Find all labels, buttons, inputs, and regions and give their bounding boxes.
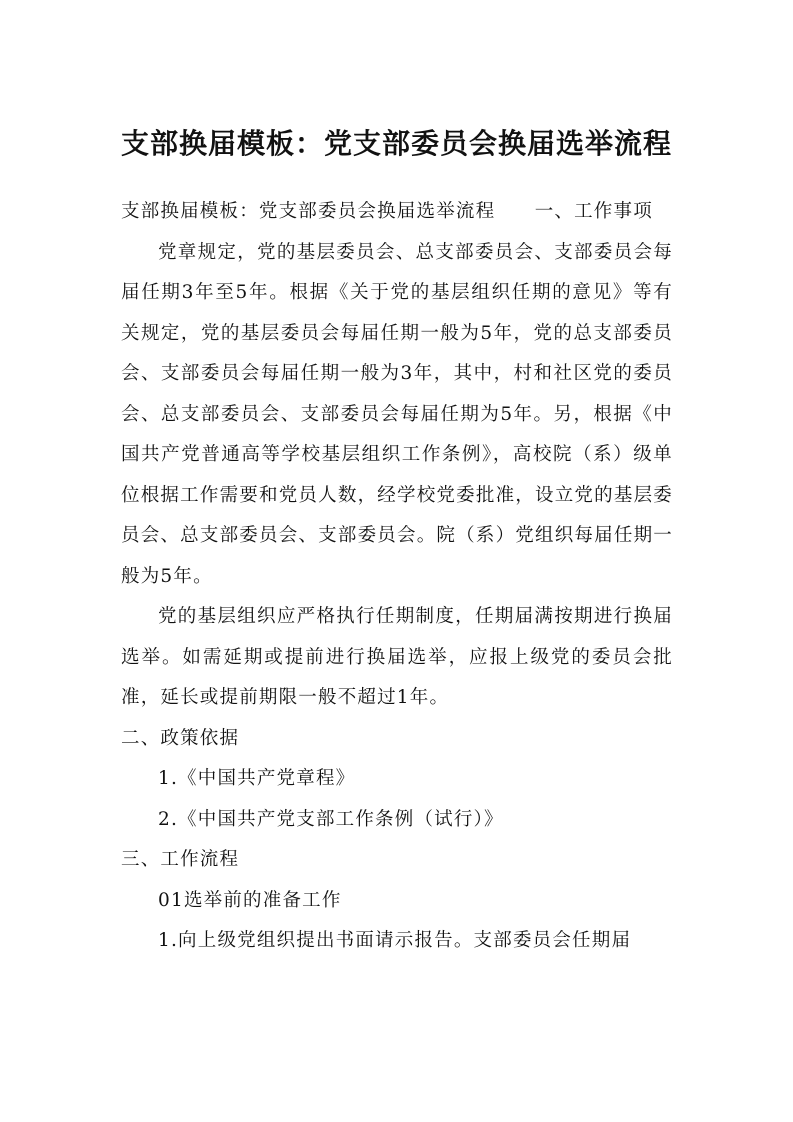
paragraph-term-rules: 党章规定，党的基层委员会、总支部委员会、支部委员会每届任期3年至5年。根据《关于党的基层组织任期的意见》等有关规定，党的基层委员会每届任期一般为5年，党的总支部委员会、支部委员会每届任期一般为3年，其中，村和社区党的委员会、总支部委员会、支部委员会每届任期为5年。另，根据《中国共产党普通高等学校基层组织工作条例》，高校院（系）级单位根据工作需要和党员人数，经学校党委批准，设立党的基层委员会、总支部委员会、支部委员会。院（系）党组织每届任期一般为5年。 [121, 241, 673, 587]
policy-item-2: 2.《中国共产党支部工作条例（试行）》 [158, 808, 504, 830]
policy-item-1: 1.《中国共产党章程》 [158, 768, 356, 789]
document-title: 支部换届模板：党支部委员会换届选举流程 [120, 127, 672, 160]
document-body [121, 192, 673, 962]
intro-line: 支部换届模板：党支部委员会换届选举流程 一、工作事项 [121, 201, 653, 222]
workflow-subheading: 01选举前的准备工作 [158, 889, 342, 911]
section-heading-workflow: 三、工作流程 [121, 849, 240, 870]
workflow-item-1: 1.向上级党组织提出书面请示报告。支部委员会任期届 [158, 930, 632, 951]
paragraph-term-system: 党的基层组织应严格执行任期制度，任期届满按期进行换届选举。如需延期或提前进行换届选举，应报上级党的委员会批准，延长或提前期限一般不超过1年。 [121, 606, 673, 708]
section-heading-policy-basis: 二、政策依据 [121, 727, 240, 749]
